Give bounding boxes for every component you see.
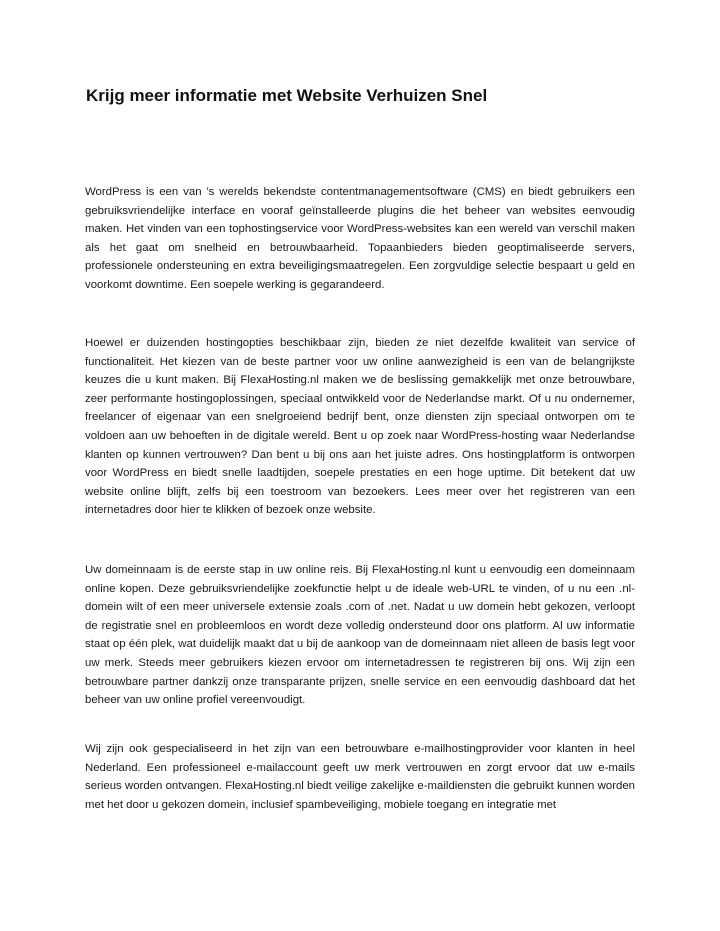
paragraph-wordpress-intro: WordPress is een van 's werelds bekendste contentmanagementsoftware (CMS) en biedt gebruikers een gebruiksvriendelijke interface en vooraf geïnstalleerde plugins die het beheer van websites eenvoudig maken. Het vinden van een tophostingservice voor WordPress-websites kan een wereld van verschil maken als het gaat om snelheid en betrouwbaarheid. Topaanbieders bieden geoptimaliseerde servers, professionele ondersteuning en extra beveiligingsmaatregelen. Een zorgvuldige selectie bespaart u geld en voorkomt downtime. Een soepele werking is gegarandeerd. [85, 186, 635, 291]
paragraph-domain-name: Uw domeinnaam is de eerste stap in uw online reis. Bij FlexaHosting.nl kunt u eenvoudig een domeinnaam online kopen. Deze gebruiksvriendelijke zoekfunctie helpt u de ideale web-URL te vinden, of u nu een .nl-domein wilt of een meer universele extensie zoals .com of .net. Nadat u uw domein hebt gekozen, verloopt de registratie snel en probleemloos en wordt deze volledig ondersteund door ons platform. Al uw informatie staat op één plek, wat duidelijk maakt dat u bij de aankoop van de domeinnaam niet alleen de basis legt voor uw merk. Steeds meer gebruikers kiezen ervoor om internetadressen te registreren bij ons. Wij zijn een betrouwbare partner dankzij onze transparante prijzen, snelle service en een eenvoudig dashboard dat het beheer van uw online profiel vereenvoudigt. [85, 564, 635, 707]
document-title: Krijg meer informatie met Website Verhuizen Snel [86, 86, 488, 105]
paragraph-hosting-options: Hoewel er duizenden hostingopties beschikbaar zijn, bieden ze niet dezelfde kwaliteit van service of functionaliteit. Het kiezen van de beste partner voor uw online aanwezigheid is een van de belangrijkste keuzes die u kunt maken. Bij FlexaHosting.nl maken we de beslissing gemakkelijk met onze betrouwbare, zeer performante hostingoplossingen, speciaal ontwikkeld voor de Nederlandse markt. Of u nu ondernemer, freelancer of eigenaar van een snelgroeiend bedrijf bent, onze diensten zijn speciaal ontworpen om te voldoen aan uw behoeften in de digitale wereld. Bent u op zoek naar WordPress-hosting waar Nederlandse klanten op kunnen vertrouwen? Dan bent u bij ons aan het juiste adres. Ons hostingplatform is ontworpen voor WordPress en biedt snelle laadtijden, soepele prestaties en een hoge uptime. Dit betekent dat uw website online blijft, zelfs bij een toestroom van bezoekers. Lees meer over het registreren van een internetadres door hier te klikken of bezoek onze website. [85, 337, 635, 517]
paragraph-email-hosting: Wij zijn ook gespecialiseerd in het zijn van een betrouwbare e-mailhostingprovider voor klanten in heel Nederland. Een professioneel e-mailaccount geeft uw merk vertrouwen en zorgt ervoor dat uw e-mails serieus worden ontvangen. FlexaHosting.nl biedt veilige zakelijke e-maildiensten die gebruikt kunnen worden met het door u gekozen domein, inclusief spambeveiliging, mobiele toegang en integratie met [85, 743, 635, 811]
